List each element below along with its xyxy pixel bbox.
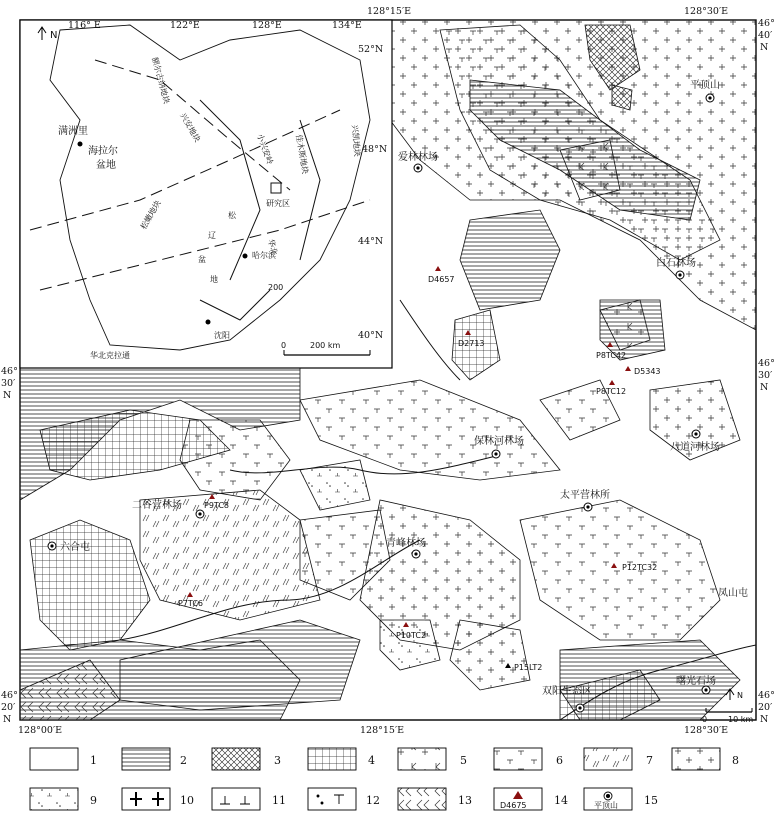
place-pingdingshan (706, 94, 714, 102)
inset-hailar-basin: 盆地 (96, 160, 116, 171)
sample-label-p8tc12: P8TC12 (596, 387, 627, 396)
place-liuhe (48, 542, 56, 550)
coord-right-3b: 20′ (758, 702, 773, 713)
inset-lon-128: 128°E (252, 20, 282, 31)
inset-xingan: 兴安地块 (178, 111, 203, 144)
inset-xiaoxingan: 小兴安岭 (255, 132, 275, 166)
legend-swatch-13 (398, 788, 446, 810)
legend-swatch-4 (308, 748, 356, 770)
coord-bottom-1: 128°00′E (18, 725, 63, 736)
inset-lat-48: 48°N (362, 144, 388, 155)
inset-songliao-1: 松 (228, 211, 236, 220)
coord-top-2: 128°30′E (684, 6, 729, 17)
coord-left-1a: 46° (1, 366, 18, 377)
legend-num-15: 15 (644, 794, 658, 807)
main-scale-10km: 10 km (728, 715, 754, 724)
place-label-fengshan: 凤山屯 (718, 588, 748, 599)
inset-lon-116: 116° E (68, 20, 101, 31)
legend-num-3: 3 (274, 754, 281, 767)
legend-num-1: 1 (90, 754, 97, 767)
coord-right-2c: N (760, 382, 769, 393)
place-baolinhe (492, 450, 500, 458)
coord-left-2c: N (3, 714, 12, 725)
inset-north-label: N (50, 30, 58, 41)
inset-lat-40: 40°N (358, 330, 384, 341)
coord-right-2b: 30′ (758, 370, 773, 381)
inset-huabei-craton: 华北克拉通 (90, 351, 130, 360)
legend-num-6: 6 (556, 754, 563, 767)
coord-right-2a: 46° (758, 358, 775, 369)
place-shuangyang (576, 704, 584, 712)
legend-swatch-8 (672, 748, 720, 770)
coord-bottom-2: 128°15′E (360, 725, 405, 736)
place-label-qingfeng: 青峰林场 (386, 538, 426, 549)
main-scale-0: 0 (702, 715, 708, 724)
place-qingfeng (412, 550, 420, 558)
place-label-baolinhe: 保林河林场 (474, 436, 524, 447)
coord-right-1b: 40′ (758, 30, 773, 41)
inset-scale-200: 200 km (310, 341, 341, 350)
legend-swatch-11 (212, 788, 260, 810)
place-label-ailin: 爱林林场 (398, 152, 438, 163)
legend-place-example: 平顶山 (594, 801, 618, 810)
shenyang-marker (206, 320, 211, 325)
legend-num-11: 11 (272, 794, 286, 807)
inset-lat-52: 52°N (358, 44, 384, 55)
inset-songliao-3: 盆 (198, 255, 206, 264)
sample-label-p12tc32: P12TC32 (622, 563, 658, 572)
legend-swatch-7 (584, 748, 632, 770)
place-ailin (414, 164, 422, 172)
inset-songliao-2: 辽 (208, 231, 216, 240)
legend-num-13: 13 (458, 794, 472, 807)
main-north-label: N (737, 691, 743, 700)
coord-left-2a: 46° (1, 690, 18, 701)
place-baishi (676, 271, 684, 279)
inset-lon-122: 122°E (170, 20, 200, 31)
legend-swatch-2 (122, 748, 170, 770)
legend-swatch-5 (398, 748, 446, 770)
inset-songliao-4: 地 (210, 275, 218, 284)
place-label-badaohe: 八道河林场 (670, 442, 720, 453)
legend-num-4: 4 (368, 754, 375, 767)
inset-map (20, 20, 392, 368)
place-shuguang (702, 686, 710, 694)
legend-sample-example: D4675 (500, 801, 527, 810)
place-taiping (584, 503, 592, 511)
coord-left-2b: 20′ (1, 702, 16, 713)
inset-erguna: 额尔古纳地块 (150, 56, 172, 105)
legend-num-2: 2 (180, 754, 187, 767)
harbin-marker (243, 254, 248, 259)
inset-lat-44: 44°N (358, 236, 384, 247)
inset-songnen: 松嫩地块 (138, 198, 163, 231)
sample-label-p9tc8: P9TC8 (204, 501, 230, 510)
place-label-baishi: 白石林场 (656, 258, 696, 269)
legend-num-12: 12 (366, 794, 380, 807)
coord-bottom-3: 128°30′E (684, 725, 729, 736)
sample-label-p15lt2: P15LT2 (514, 663, 543, 672)
inset-scale-0: 0 (281, 341, 287, 350)
legend-swatch-12 (308, 788, 356, 810)
sample-label-p10tc2: P10TC2 (396, 631, 427, 640)
sample-label-p8tc42: P8TC42 (596, 351, 627, 360)
legend-num-5: 5 (460, 754, 467, 767)
place-ergu (196, 510, 204, 518)
coord-left-1c: N (3, 390, 12, 401)
inset-jiamusi: 佳木斯地块 (294, 133, 310, 175)
legend-num-8: 8 (732, 754, 739, 767)
sample-label-d2713: D2713 (458, 339, 485, 348)
sample-label-p7tc6: P7TC6 (178, 599, 204, 608)
legend-num-10: 10 (180, 794, 194, 807)
manzhouli-marker (78, 142, 83, 147)
legend-swatch-9 (30, 788, 78, 810)
inset-shenyang: 沈阳 (214, 331, 230, 340)
inset-study-area: 研究区 (266, 199, 290, 208)
legend-num-14: 14 (554, 794, 568, 807)
sample-label-d4657: D4657 (428, 275, 455, 284)
coord-left-1b: 30′ (1, 378, 16, 389)
place-label-shuguang: 曙光石场 (676, 676, 716, 687)
place-label-ergu: 二谷营林场 (132, 500, 182, 511)
inset-lon-134: 134°E (332, 20, 362, 31)
legend-num-9: 9 (90, 794, 97, 807)
coord-right-1a: 46° (758, 18, 775, 29)
sample-label-d5343: D5343 (634, 367, 661, 376)
legend-swatch-3 (212, 748, 260, 770)
inset-harbin: 哈尔滨 (252, 251, 276, 260)
place-label-taiping: 太平营林所 (560, 490, 610, 501)
legend-swatch-6 (494, 748, 542, 770)
coord-right-1c: N (760, 42, 769, 53)
coord-right-3c: N (760, 714, 769, 725)
inset-manzhouli: 满洲里 (58, 126, 88, 137)
inset-xingkai: 兴凯地块 (350, 124, 362, 158)
place-label-liuhe: 六合屯 (60, 542, 90, 553)
inset-num-200: 200 (268, 283, 284, 292)
place-badaohe (692, 430, 700, 438)
legend-swatch-1 (30, 748, 78, 770)
inset-hailar: 海拉尔 (88, 146, 118, 157)
place-label-pingdingshan: 平顶山 (690, 80, 720, 91)
coord-top-1: 128°15′E (367, 6, 412, 17)
coord-right-3a: 46° (758, 690, 775, 701)
place-label-shuangyang: 双阳生态区 (542, 686, 592, 697)
legend-num-7: 7 (646, 754, 653, 767)
inset-huabei-belt: 华北 (266, 238, 279, 256)
